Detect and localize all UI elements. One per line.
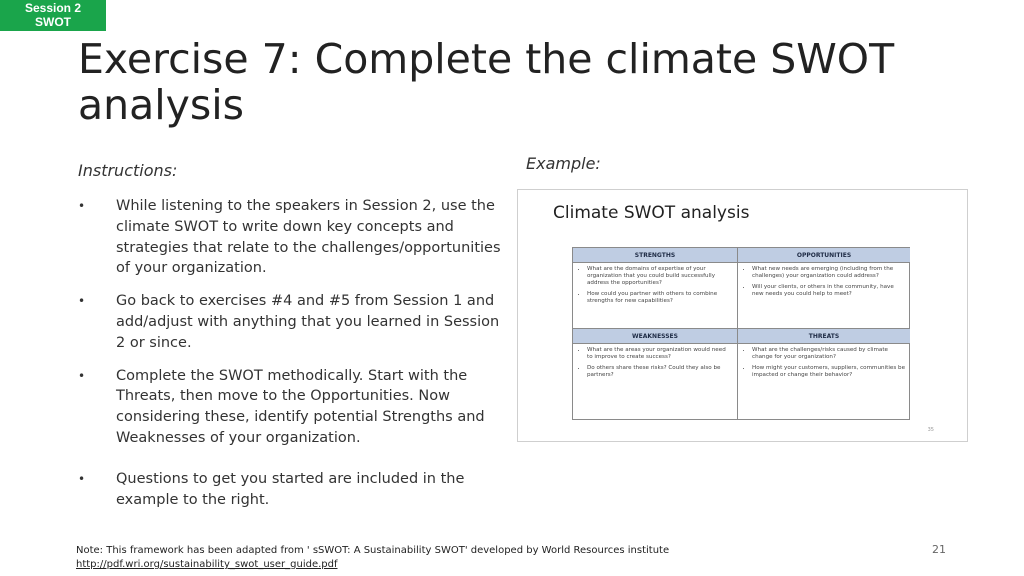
opportunities-cell bbox=[738, 263, 910, 329]
session-tag-line2: SWOT bbox=[35, 15, 71, 29]
threats-question: • What are the challenges/risks caused by climate change for your organization? bbox=[752, 347, 906, 361]
opportunities-question: • What new needs are emerging (including from the challenges) your organization could address? bbox=[752, 266, 906, 280]
session-tag bbox=[0, 0, 106, 31]
example-label-text: Example bbox=[526, 154, 596, 173]
weaknesses-header: WEAKNESSES bbox=[573, 329, 738, 344]
instruction-text: Go back to exercises #4 and #5 from Session 1 and add/adjust with anything that you learned in Session 2 or since. bbox=[116, 293, 500, 351]
threats-header: THREATS bbox=[738, 329, 910, 344]
instruction-item bbox=[78, 469, 508, 511]
bullet-marker: • bbox=[78, 471, 86, 486]
bullet-marker: • bbox=[78, 199, 86, 213]
strengths-question: • What are the domains of expertise of your organization that you could build successfully address the opportunities? bbox=[587, 266, 733, 287]
example-label: Example: bbox=[526, 154, 601, 173]
opportunities-question: • Will your clients, or others in the community, have new needs you could help to meet? bbox=[752, 284, 906, 298]
threats-question: • How might your customers, suppliers, communities be impacted or change their behavior? bbox=[752, 365, 906, 379]
threats-cell bbox=[738, 344, 910, 419]
instructions-label-text: Instructions bbox=[78, 161, 172, 180]
page-title: Exercise 7: Complete the climate SWOT analysis bbox=[78, 35, 895, 129]
instruction-text: Complete the SWOT methodically. Start with the Threats, then move to the Opportunities. Now considering these, identify potential Strengths and Weaknesses of your organization. bbox=[116, 367, 485, 446]
example-title: Climate SWOT analysis bbox=[553, 203, 750, 223]
instructions-label: Instructions: bbox=[78, 161, 178, 180]
page-number: 21 bbox=[932, 543, 946, 556]
bullet-marker: • bbox=[78, 368, 86, 383]
strengths-cell bbox=[573, 263, 738, 329]
bullet-marker: • bbox=[78, 294, 86, 309]
strengths-question: • How could you partner with others to combine strengths for new capabilities? bbox=[587, 291, 733, 305]
session-tag-line1: Session 2 bbox=[24, 1, 82, 15]
instruction-text: Questions to get you started are included in the example to the right. bbox=[116, 470, 465, 508]
footnote bbox=[76, 544, 669, 572]
weaknesses-question: • Do others share these risks? Could they also be partners? bbox=[587, 365, 733, 379]
example-slide-thumbnail bbox=[517, 189, 968, 442]
footnote-text: Note: This framework has been adapted from ' sSWOT: A Sustainability SWOT' developed by World Resources institute bbox=[76, 545, 670, 556]
swot-table bbox=[572, 247, 910, 420]
weaknesses-cell bbox=[573, 344, 738, 419]
strengths-header: STRENGTHS bbox=[573, 248, 738, 263]
weaknesses-question: • What are the areas your organization would need to improve to create success? bbox=[587, 347, 733, 361]
instruction-list bbox=[78, 196, 508, 510]
instruction-text: While listening to the speakers in Session 2, use the climate SWOT to write down key concepts and strategies that relate to the challenges/opportunities of your organization. bbox=[116, 198, 501, 277]
example-page-number: 35 bbox=[927, 427, 934, 433]
opportunities-header: OPPORTUNITIES bbox=[738, 248, 910, 263]
footnote-link[interactable]: http://pdf.wri.org/sustainability_swot_user_guide.pdf bbox=[76, 559, 338, 570]
instruction-item bbox=[78, 366, 508, 449]
instruction-item bbox=[78, 291, 508, 353]
instruction-item bbox=[78, 196, 508, 279]
